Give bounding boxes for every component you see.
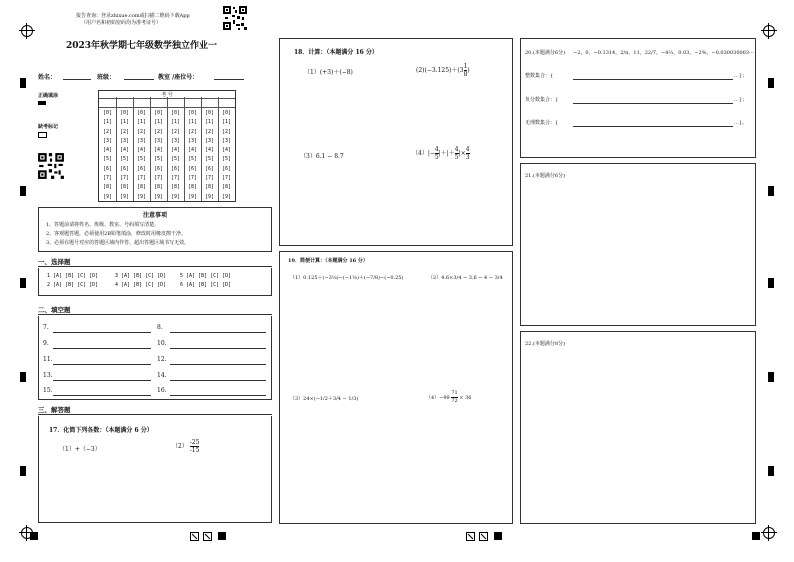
- fill-line-10[interactable]: [170, 348, 266, 349]
- choice-q6[interactable]: 6 [A] [B] [C] [D]: [180, 282, 232, 288]
- q17-part1: （1）+（−3）: [59, 446, 101, 453]
- exam-digit-bubble[interactable]: [8]: [153, 184, 164, 191]
- timing-mark: [768, 278, 774, 288]
- exam-digit-bubble[interactable]: [5]: [102, 156, 113, 163]
- exam-digit-bubble[interactable]: [7]: [102, 175, 113, 182]
- fill-line-13[interactable]: [53, 380, 151, 381]
- q18-part3: （3）6.1 − 8.7: [300, 153, 344, 160]
- irrational-set-field[interactable]: [573, 126, 733, 127]
- exam-digit-bubble[interactable]: [7]: [170, 175, 181, 182]
- qr-code-icon: [37, 152, 65, 180]
- exam-digit-bubble[interactable]: [4]: [187, 147, 198, 154]
- correct-fill-sample: [38, 101, 46, 105]
- name-label: 姓名：: [38, 74, 57, 81]
- registration-mark-top-left: [21, 25, 33, 37]
- choice-q1[interactable]: 1 [A] [B] [C] [D]: [47, 273, 99, 279]
- exam-digit-bubble[interactable]: [3]: [153, 137, 164, 144]
- exam-digit-bubble[interactable]: [8]: [204, 184, 215, 191]
- exam-digit-bubble[interactable]: [3]: [170, 137, 181, 144]
- exam-digit-column: [116, 109, 133, 202]
- notes-item: 2、客观题答题，必须使用2B铅笔填涂，修改时用橡皮擦干净。: [46, 231, 187, 237]
- timing-mark: [20, 278, 26, 288]
- fill-num-7: 7.: [43, 324, 49, 331]
- fill-num-8: 8.: [157, 324, 163, 331]
- exam-digit-column: [167, 109, 184, 202]
- exam-digit-bubble[interactable]: [8]: [221, 184, 232, 191]
- irrational-set-label: 无理数集合：{: [525, 120, 559, 126]
- absent-mark-label: 缺考标记: [38, 124, 59, 130]
- notice-line-1: 报告查询：登录zhixue.com或扫描二维码下载App: [76, 13, 190, 19]
- q19-part3: （3）24×(−1/2＋3/4 − 1/3): [290, 396, 359, 402]
- exam-digit-bubble[interactable]: [6]: [204, 165, 215, 172]
- exam-digit-bubble[interactable]: [5]: [170, 156, 181, 163]
- timing-mark: [20, 78, 26, 88]
- choice-q4[interactable]: 4 [A] [B] [C] [D]: [115, 282, 167, 288]
- exam-digit-bubble[interactable]: [6]: [136, 165, 147, 172]
- page-mark: [752, 532, 760, 540]
- exam-digit-bubble[interactable]: [1]: [136, 119, 147, 126]
- exam-digit-bubble[interactable]: [2]: [136, 128, 147, 135]
- exam-digit-bubble[interactable]: [9]: [102, 193, 113, 200]
- exam-digit-bubble[interactable]: [9]: [153, 193, 164, 200]
- exam-digit-bubble[interactable]: [2]: [102, 128, 113, 135]
- exam-digit-bubble[interactable]: [0]: [204, 110, 215, 116]
- exam-digit-bubble[interactable]: [9]: [170, 193, 181, 200]
- integer-set-end: …}；: [734, 73, 748, 79]
- section-choice-title: 一、选择题: [38, 258, 71, 266]
- page-code-mark: [479, 532, 488, 541]
- exam-digit-bubble[interactable]: [7]: [221, 175, 232, 182]
- class-field[interactable]: [124, 79, 154, 80]
- exam-digit-bubble[interactable]: [6]: [170, 165, 181, 172]
- exam-digit-bubble[interactable]: [9]: [187, 193, 198, 200]
- exam-digit-bubble[interactable]: [1]: [187, 119, 198, 126]
- exam-digit-bubble[interactable]: [5]: [221, 156, 232, 163]
- fill-num-13: 13.: [43, 372, 53, 379]
- exam-digit-bubble[interactable]: [4]: [204, 147, 215, 154]
- notes-box: [38, 207, 272, 252]
- exam-digit-bubble[interactable]: [9]: [136, 193, 147, 200]
- exam-digit-bubble[interactable]: [9]: [221, 193, 232, 200]
- q22-answer-box[interactable]: [520, 331, 756, 524]
- exam-digit-column: [218, 109, 235, 202]
- q22-title: 22.(本题满分8分): [525, 341, 566, 347]
- q18-part4: （4）|− $\frac{4}{5}$ |＋|＋ $\frac{4}{5}$ |× $\frac{4}{3}$: [412, 146, 470, 161]
- fill-num-11: 11.: [43, 356, 53, 363]
- exam-digit-bubble[interactable]: [3]: [187, 137, 198, 144]
- exam-digit-bubble[interactable]: [6]: [119, 165, 130, 172]
- exam-digit-bubble[interactable]: [5]: [153, 156, 164, 163]
- page-mark: [30, 532, 38, 540]
- exam-digit-bubble[interactable]: [8]: [170, 184, 181, 191]
- exam-digit-bubble[interactable]: [5]: [204, 156, 215, 163]
- fill-line-7[interactable]: [53, 332, 151, 333]
- fill-answer-box: [38, 316, 272, 400]
- timing-mark: [768, 372, 774, 382]
- exam-digit-bubble[interactable]: [0]: [119, 110, 130, 116]
- notes-item: 3、必须在题号对应的答题区域内作答，超出答题区域书写无效。: [46, 240, 190, 246]
- exam-digit-bubble[interactable]: [4]: [153, 147, 164, 154]
- integer-set-field[interactable]: [573, 79, 733, 80]
- q18-title: 18．计算：（本题满分 16 分）: [294, 49, 378, 56]
- timing-mark: [20, 186, 26, 196]
- page-mark: [218, 532, 226, 540]
- fill-line-9[interactable]: [53, 348, 151, 349]
- exam-digit-bubble[interactable]: [2]: [221, 128, 232, 135]
- page-code-mark: [190, 532, 199, 541]
- exam-digit-bubble[interactable]: [7]: [187, 175, 198, 182]
- q17-title: 17．化简下列各数：（本题满分 6 分）: [49, 427, 153, 434]
- fill-num-15: 15.: [43, 387, 53, 394]
- choice-q5[interactable]: 5 [A] [B] [C] [D]: [180, 273, 232, 279]
- exam-digit-bubble[interactable]: [8]: [102, 184, 113, 191]
- exam-digit-bubble[interactable]: [2]: [187, 128, 198, 135]
- registration-mark-top-right: [763, 25, 775, 37]
- negative-fraction-set-label: 负分数集合：{: [525, 97, 559, 103]
- exam-digit-bubble[interactable]: [1]: [153, 119, 164, 126]
- exam-digit-bubble[interactable]: [4]: [170, 147, 181, 154]
- exam-digit-bubble[interactable]: [8]: [136, 184, 147, 191]
- q18-part2: (2)(−3.125)＋(3 $\frac{1}{8}$ ): [416, 63, 470, 78]
- q20-numbers: −2，0，−0.1314，2/π，11，22/7，−4⅔，0.03，−2%，−0.030030003···: [573, 50, 754, 56]
- exam-digit-bubble[interactable]: [2]: [204, 128, 215, 135]
- section-fill-title: 二、填空题: [38, 306, 71, 314]
- correct-fill-label: 正确填涂: [38, 93, 59, 99]
- exam-digit-bubble[interactable]: [5]: [187, 156, 198, 163]
- exam-digit-bubble[interactable]: [3]: [204, 137, 215, 144]
- exam-digit-bubble[interactable]: [6]: [153, 165, 164, 172]
- choice-answer-box: [38, 268, 272, 296]
- exam-digit-column: [99, 109, 116, 202]
- q19-part4: （4）−99 $\frac{71}{72}$ × 36: [426, 390, 472, 404]
- exam-digit-bubble[interactable]: [3]: [136, 137, 147, 144]
- exam-digit-column: [184, 109, 201, 202]
- exam-digit-bubble[interactable]: [5]: [119, 156, 130, 163]
- registration-mark-bottom-right: [763, 527, 775, 539]
- exam-digit-bubble[interactable]: [2]: [119, 128, 130, 135]
- exam-digit-bubble[interactable]: [7]: [153, 175, 164, 182]
- exam-digit-column: [150, 109, 167, 202]
- q19-part2: （2）4.6×3/4 − 3.6 − 4 − 3/4: [428, 275, 503, 281]
- exam-digit-bubble[interactable]: [7]: [136, 175, 147, 182]
- exam-digit-bubble[interactable]: [9]: [119, 193, 130, 200]
- exam-digit-bubble[interactable]: [8]: [119, 184, 130, 191]
- exam-digit-bubble[interactable]: [1]: [221, 119, 232, 126]
- q19-answer-box[interactable]: [279, 251, 513, 524]
- exam-digit-bubble[interactable]: [4]: [136, 147, 147, 154]
- fill-num-12: 12.: [157, 356, 167, 363]
- exam-digit-bubble[interactable]: [0]: [170, 110, 181, 116]
- fill-num-14: 14.: [157, 372, 167, 379]
- exam-digit-column: [201, 109, 218, 202]
- exam-digit-bubble[interactable]: [3]: [102, 137, 113, 144]
- exam-digit-bubble[interactable]: [8]: [187, 184, 198, 191]
- negative-fraction-set-field[interactable]: [573, 103, 733, 104]
- exam-digit-column: [133, 109, 150, 202]
- integer-set-label: 整数集合：{: [525, 73, 554, 79]
- fill-num-16: 16.: [157, 387, 167, 394]
- exam-digit-bubble[interactable]: [4]: [102, 147, 113, 154]
- timing-mark: [20, 372, 26, 382]
- page-code-mark: [466, 532, 475, 541]
- fill-line-14[interactable]: [170, 380, 266, 381]
- exam-digit-bubble[interactable]: [3]: [221, 137, 232, 144]
- exam-digit-bubble[interactable]: [0]: [136, 110, 147, 116]
- fill-line-11[interactable]: [53, 364, 151, 365]
- q19-part1: （1）0.125＋(−3⅛)−(−1⅛)＋(−7/8)−(−0.25): [290, 275, 404, 281]
- exam-digit-bubble[interactable]: [0]: [221, 110, 232, 116]
- room-seat-field[interactable]: [214, 79, 244, 80]
- exam-number-grid: [98, 90, 236, 202]
- absent-mark-box[interactable]: [38, 132, 47, 138]
- class-label: 班级：: [97, 74, 116, 81]
- exam-digit-bubble[interactable]: [0]: [153, 110, 164, 116]
- timing-mark: [20, 466, 26, 476]
- exam-digit-bubble[interactable]: [4]: [221, 147, 232, 154]
- fill-line-8[interactable]: [170, 332, 266, 333]
- q21-title: 21.(本题满分6分): [525, 173, 566, 179]
- fill-num-9: 9.: [43, 340, 49, 347]
- timing-mark: [768, 78, 774, 88]
- exam-digit-bubble[interactable]: [5]: [136, 156, 147, 163]
- notes-title: 注意事项: [142, 212, 167, 219]
- exam-digit-bubble[interactable]: [2]: [170, 128, 181, 135]
- exam-digit-bubble[interactable]: [6]: [187, 165, 198, 172]
- timing-mark: [768, 186, 774, 196]
- exam-digit-bubble[interactable]: [6]: [221, 165, 232, 172]
- exam-digit-bubble[interactable]: [3]: [119, 137, 130, 144]
- q20-title: 20.(本题满分6分): [525, 50, 566, 56]
- exam-digit-bubble[interactable]: [0]: [102, 110, 113, 116]
- exam-digit-bubble[interactable]: [0]: [187, 110, 198, 116]
- q21-answer-box[interactable]: [520, 163, 756, 326]
- qr-code-icon: [222, 5, 248, 31]
- exam-digit-bubble[interactable]: [6]: [102, 165, 113, 172]
- fill-num-10: 10.: [157, 340, 167, 347]
- page-title: 2023年秋学期七年级数学独立作业一: [66, 41, 218, 51]
- q20-answer-box[interactable]: [520, 38, 756, 158]
- irrational-set-end: …}。: [734, 120, 748, 126]
- exam-digit-bubble[interactable]: [1]: [102, 119, 113, 126]
- section-answer-title: 三、解答题: [38, 406, 71, 414]
- q17-answer-box[interactable]: [38, 416, 272, 523]
- room-seat-label: 教室 /座位号：: [158, 74, 199, 81]
- exam-digit-bubble[interactable]: [1]: [204, 119, 215, 126]
- timing-mark: [768, 466, 774, 476]
- fill-line-16[interactable]: [170, 395, 266, 396]
- name-field[interactable]: [63, 79, 91, 80]
- negative-fraction-set-end: …}；: [734, 97, 748, 103]
- notes-item: 1、答题前请将姓名、班级、教室、号码填写清楚。: [46, 222, 160, 228]
- exam-digit-bubble[interactable]: [7]: [119, 175, 130, 182]
- q18-answer-box[interactable]: [279, 38, 513, 246]
- fill-line-15[interactable]: [53, 395, 151, 396]
- choice-q2[interactable]: 2 [A] [B] [C] [D]: [47, 282, 99, 288]
- notice-line-2: （用户名和初始密码均为准考证号）: [81, 20, 162, 26]
- q18-part1: （1）(+3)＋(−8): [304, 69, 353, 76]
- exam-digit-bubble[interactable]: [1]: [170, 119, 181, 126]
- q19-title: 19．简便计算：（本题满分 16 分）: [288, 258, 368, 264]
- q17-part2: （2） $\frac{-25}{-15}$: [172, 439, 200, 454]
- exam-number-header: 考 号: [161, 92, 173, 98]
- fill-line-12[interactable]: [170, 364, 266, 365]
- page-code-mark: [203, 532, 212, 541]
- exam-digit-bubble[interactable]: [1]: [119, 119, 130, 126]
- exam-digit-bubble[interactable]: [4]: [119, 147, 130, 154]
- exam-digit-bubble[interactable]: [2]: [153, 128, 164, 135]
- page-mark: [494, 532, 502, 540]
- exam-digit-bubble[interactable]: [7]: [204, 175, 215, 182]
- choice-q3[interactable]: 3 [A] [B] [C] [D]: [115, 273, 167, 279]
- exam-digit-bubble[interactable]: [9]: [204, 193, 215, 200]
